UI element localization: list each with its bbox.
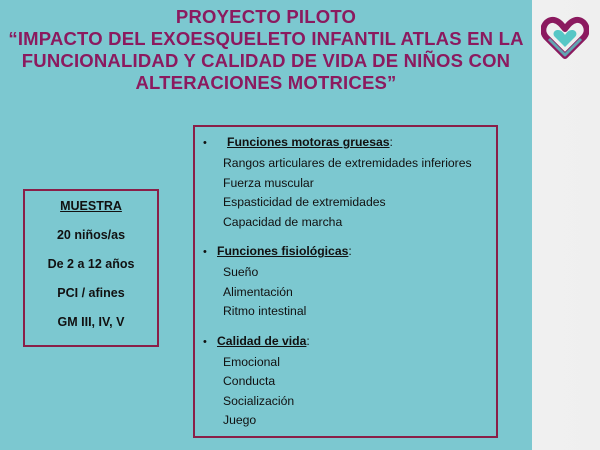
section-motoras <box>203 135 496 232</box>
list-item: Socialización <box>223 393 295 408</box>
section-title-wrap <box>217 334 310 348</box>
muestra-item: 20 niños/as <box>56 228 126 242</box>
muestra-item: PCI / afines <box>57 286 125 300</box>
section-title-suffix: : <box>348 244 352 258</box>
section-header <box>203 334 496 353</box>
list-item: Conducta <box>223 374 276 388</box>
section-title: Funciones fisiológicas <box>217 244 349 258</box>
section-title-wrap <box>217 244 352 258</box>
funciones-box <box>193 125 498 438</box>
title-line-4: ALTERACIONES MOTRICES” <box>135 72 397 93</box>
section-calidad <box>203 334 496 431</box>
list-item: Espasticidad de extremidades <box>223 195 386 209</box>
section-title: Calidad de vida <box>217 333 307 348</box>
title-line-2: “IMPACTO DEL EXOESQUELETO INFANTIL ATLAS EN LA <box>8 28 524 49</box>
section-fisiologicas <box>203 244 496 322</box>
list-item: Rangos articulares de extremidades inferiores <box>223 156 472 170</box>
section-title: Funciones motoras gruesas <box>227 135 390 149</box>
list-item: Ritmo intestinal <box>223 304 307 318</box>
bullet-icon: • <box>203 137 207 149</box>
title-line-3: FUNCIONALIDAD Y CALIDAD DE VIDA DE NIÑOS CON <box>21 50 511 71</box>
muestra-item: GM III, IV, V <box>57 315 125 329</box>
list-item: Alimentación <box>223 284 293 299</box>
section-title-suffix: : <box>389 135 393 149</box>
title-line-1: PROYECTO PILOTO <box>175 6 357 27</box>
slide-title <box>0 6 532 94</box>
bullet-icon: • <box>203 335 207 348</box>
list-item: Emocional <box>223 354 280 369</box>
section-title-suffix: : <box>306 333 310 348</box>
section-header <box>203 244 496 263</box>
list-item: Capacidad de marcha <box>223 214 343 229</box>
heart-logo-icon <box>541 16 589 60</box>
muestra-item: De 2 a 12 años <box>47 257 135 271</box>
bullet-icon: • <box>203 246 207 258</box>
list-item: Sueño <box>223 265 259 279</box>
list-item: Fuerza muscular <box>223 175 314 190</box>
list-item: Juego <box>223 413 257 427</box>
section-header <box>203 135 496 154</box>
section-title-wrap <box>217 135 393 149</box>
muestra-box <box>23 189 159 347</box>
muestra-heading: MUESTRA <box>60 199 122 213</box>
